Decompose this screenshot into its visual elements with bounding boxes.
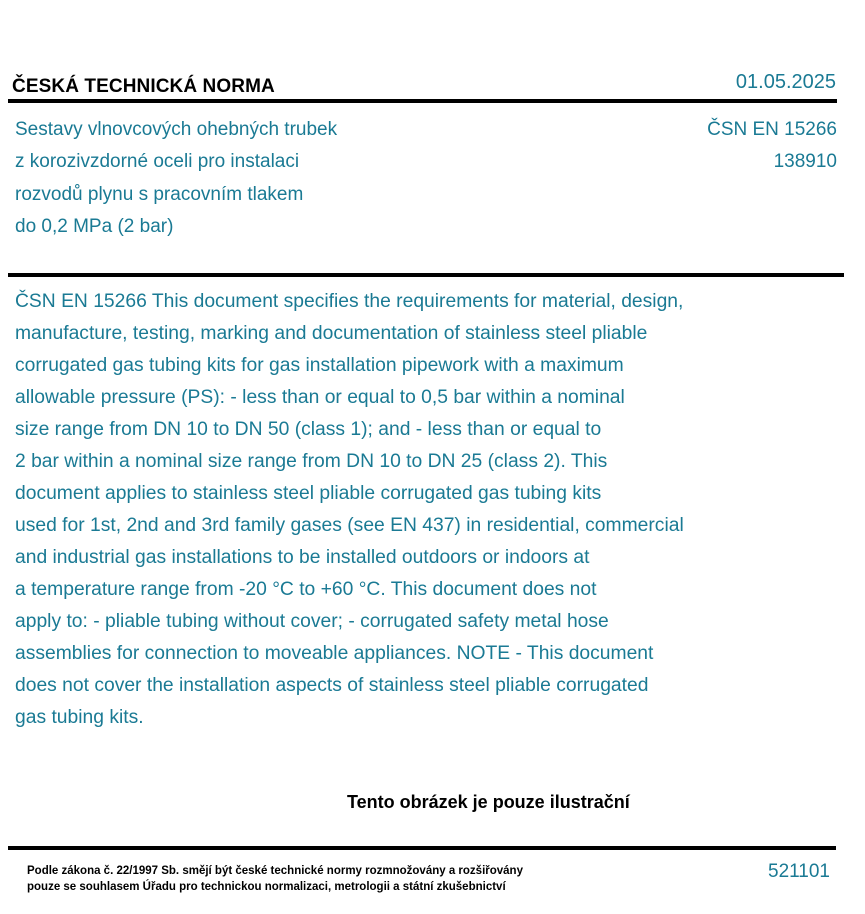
abstract-line: assemblies for connection to moveable appliances. NOTE - This document xyxy=(15,643,654,664)
legal-notice xyxy=(27,863,523,895)
standard-number: ČSN EN 15266 xyxy=(707,119,837,140)
abstract-line: gas tubing kits. xyxy=(15,707,144,728)
standard-title-line: Sestavy vlnovcových ohebných trubek xyxy=(15,119,338,140)
abstract-line: size range from DN 10 to DN 50 (class 1); and - less than or equal to xyxy=(15,419,602,440)
legal-notice-line: pouze se souhlasem Úřadu pro technickou normalizaci, metrologii a státní zkušebnictví xyxy=(27,881,506,893)
header-title: ČESKÁ TECHNICKÁ NORMA xyxy=(12,76,275,97)
abstract-line: allowable pressure (PS): - less than or equal to 0,5 bar within a nominal xyxy=(15,387,625,408)
legal-notice-line: Podle zákona č. 22/1997 Sb. smějí být české technické normy rozmnožovány a rozšiřovány xyxy=(27,865,523,877)
abstract-line: used for 1st, 2nd and 3rd family gases (see EN 437) in residential, commercial xyxy=(15,515,684,536)
illustration-disclaimer: Tento obrázek je pouze ilustrační xyxy=(347,792,630,812)
abstract-line: a temperature range from -20 °C to +60 °C. This document does not xyxy=(15,579,597,600)
standard-title-line: rozvodů plynu s pracovním tlakem xyxy=(15,183,304,205)
standard-title-line: do 0,2 MPa (2 bar) xyxy=(15,215,174,237)
standard-codes xyxy=(707,114,837,179)
abstract-line: document applies to stainless steel pliable corrugated gas tubing kits xyxy=(15,483,602,504)
abstract-line: ČSN EN 15266 This document specifies the requirements for material, design, xyxy=(15,291,684,312)
abstract-line: and industrial gas installations to be installed outdoors or indoors at xyxy=(15,547,590,568)
standard-class-code: 138910 xyxy=(773,151,837,173)
abstract-line: 2 bar within a nominal size range from DN 10 to DN 25 (class 2). This xyxy=(15,451,608,472)
abstract xyxy=(15,286,845,734)
abstract-line: apply to: - pliable tubing without cover; - corrugated safety metal hose xyxy=(15,611,609,632)
section-rule xyxy=(8,273,844,277)
footer-rule xyxy=(8,846,836,850)
abstract-line: does not cover the installation aspects of stainless steel pliable corrugated xyxy=(15,675,649,696)
abstract-line: corrugated gas tubing kits for gas installation pipework with a maximum xyxy=(15,355,624,376)
standard-title xyxy=(15,114,337,243)
standard-title-line: z korozivzdorné oceli pro instalaci xyxy=(15,151,300,173)
footer-code: 521101 xyxy=(768,861,830,882)
abstract-line: manufacture, testing, marking and documentation of stainless steel pliable xyxy=(15,323,648,344)
header-date: 01.05.2025 xyxy=(735,71,836,93)
header-rule xyxy=(8,99,837,103)
